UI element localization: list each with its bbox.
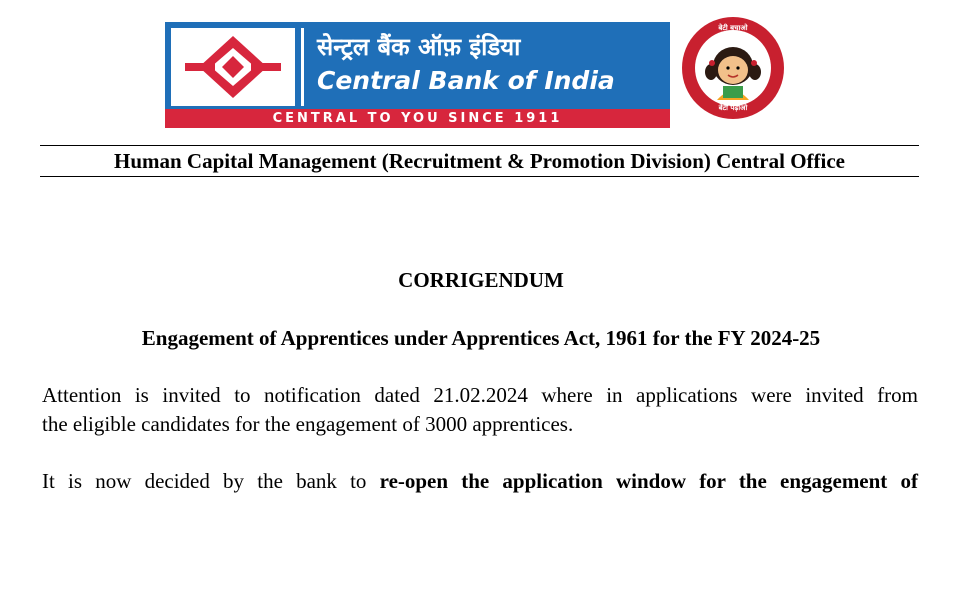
bbbp-top-text: बेटी बचाओ [718,24,748,32]
bbbp-logo [681,16,785,120]
logo-divider [301,28,304,106]
header-rule-bottom [40,176,919,177]
document-title: CORRIGENDUM [398,268,564,292]
paragraph-2-plain-text: It is now decided by the bank to [42,469,380,493]
bank-name-english: Central Bank of India [317,66,615,95]
paragraph-2-line-1 [42,467,918,496]
paragraph-2-bold-text: re-open the application window for the engagement of [379,469,918,493]
office-title: Human Capital Management (Recruitment & Promotion Division) Central Office [113,149,845,173]
bbbp-bottom-text: बेटी पढ़ाओ [718,104,748,112]
bank-tagline: CENTRAL TO YOU SINCE 1911 [165,109,670,128]
bank-emblem-icon [171,28,295,106]
bank-name-hindi: सेन्ट्रल बैंक ऑफ़ इंडिया [317,33,521,61]
bank-logo [165,22,670,128]
header-rule-top [40,145,919,146]
paragraph-1-line-2: the eligible candidates for the engagement of 3000 apprentices. [42,412,574,436]
paragraph-1-line-1: Attention is invited to notification dated 21.02.2024 where in applications were invited from [42,383,918,407]
document-subtitle: Engagement of Apprentices under Apprentices Act, 1961 for the FY 2024-25 [141,326,821,350]
